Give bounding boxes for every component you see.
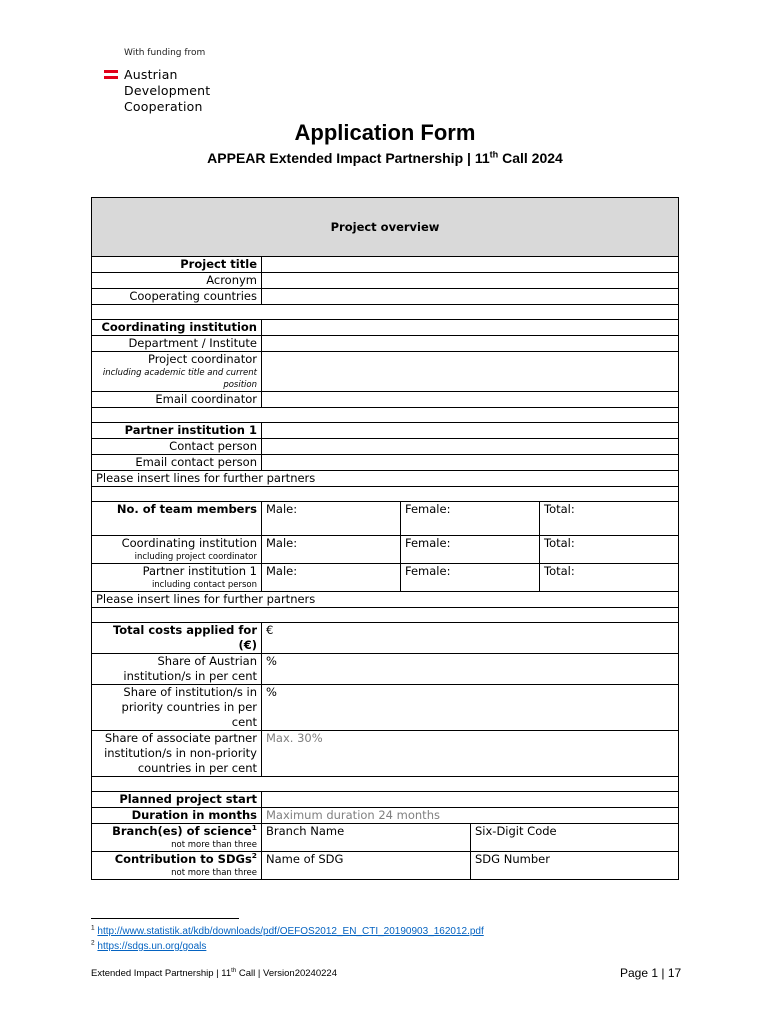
coord-total[interactable]: Total: — [540, 536, 679, 564]
email-coordinator-field[interactable] — [262, 392, 679, 408]
spacer-row — [92, 487, 679, 502]
project-title-field[interactable] — [262, 257, 679, 273]
footnote-2-link[interactable]: https://sdgs.un.org/goals — [97, 941, 207, 952]
total-costs-field[interactable]: € — [262, 623, 679, 654]
coord-team-note: including project coordinator — [134, 552, 257, 562]
partner-team-note: including contact person — [151, 580, 257, 590]
subtitle-text-end: Call 2024 — [498, 150, 563, 166]
six-digit-field[interactable]: Six-Digit Code — [471, 824, 679, 852]
team-female[interactable]: Female: — [401, 502, 540, 536]
planned-start-label: Planned project start — [92, 792, 262, 808]
coordinator-note: including academic title and current position — [102, 368, 257, 390]
countries-field[interactable] — [262, 289, 679, 305]
spacer-row — [92, 408, 679, 423]
branch-text: Branch(es) of science — [112, 824, 252, 838]
total-costs-label: Total costs applied for (€) — [92, 623, 262, 654]
coord-institution-field[interactable] — [262, 320, 679, 336]
org-line-2: Development — [124, 83, 211, 98]
contact-person-label: Contact person — [92, 439, 262, 455]
footnote-1-number: 1 — [91, 924, 95, 932]
sdg-label — [92, 852, 262, 880]
sdg-name-field[interactable]: Name of SDG — [262, 852, 471, 880]
partner-total[interactable]: Total: — [540, 564, 679, 592]
footer-left-text: Extended Impact Partnership | 11 — [91, 968, 232, 979]
share-austrian-field[interactable]: % — [262, 654, 679, 685]
table-header: Project overview — [92, 198, 679, 257]
coord-team-label-text: Coordinating institution — [121, 536, 257, 550]
footnote-1-link[interactable]: http://www.statistik.at/kdb/downloads/pdf/OEFOS2012_EN_CTI_20190903_162012.pdf — [97, 926, 484, 937]
footer-left-sup: th — [231, 966, 237, 974]
footnote-divider — [91, 918, 239, 919]
partner-institution-label: Partner institution 1 — [92, 423, 262, 439]
sdg-note: not more than three — [171, 868, 257, 878]
acronym-label: Acronym — [92, 273, 262, 289]
share-priority-label: Share of institution/s in priority countries in per cent — [92, 685, 262, 731]
acronym-field[interactable] — [262, 273, 679, 289]
branch-footnote-ref: 1 — [251, 823, 257, 833]
page-number: Page 1 | 17 — [620, 966, 682, 980]
team-members-label: No. of team members — [92, 502, 262, 536]
org-line-3: Cooperation — [124, 99, 203, 114]
coord-team-label — [92, 536, 262, 564]
subtitle-text: APPEAR Extended Impact Partnership | 11 — [207, 150, 490, 166]
org-line-1: Austrian — [124, 67, 178, 82]
spacer-row — [92, 608, 679, 623]
footer-left — [91, 968, 337, 979]
project-title-label: Project title — [92, 257, 262, 273]
branch-name-field[interactable]: Branch Name — [262, 824, 471, 852]
partner-female[interactable]: Female: — [401, 564, 540, 592]
share-associate-label: Share of associate partner institution/s in non-priority countries in per cent — [92, 731, 262, 777]
department-label: Department / Institute — [92, 336, 262, 352]
coordinator-label — [92, 352, 262, 392]
sdg-number-field[interactable]: SDG Number — [471, 852, 679, 880]
document-subtitle — [0, 150, 770, 166]
team-male[interactable]: Male: — [262, 502, 401, 536]
contact-person-field[interactable] — [262, 439, 679, 455]
coordinator-label-text: Project coordinator — [147, 352, 257, 366]
footnote-1 — [91, 926, 484, 937]
branch-label — [92, 824, 262, 852]
partner-team-label-text: Partner institution 1 — [142, 564, 257, 578]
email-contact-label: Email contact person — [92, 455, 262, 471]
coord-female[interactable]: Female: — [401, 536, 540, 564]
organization-name — [124, 67, 210, 115]
share-austrian-label: Share of Austrian institution/s in per cent — [92, 654, 262, 685]
email-coordinator-label: Email coordinator — [92, 392, 262, 408]
branch-note: not more than three — [171, 840, 257, 850]
partner-male[interactable]: Male: — [262, 564, 401, 592]
sdg-text: Contribution to SDGs — [114, 852, 252, 866]
austria-flag-icon — [104, 70, 118, 82]
spacer-row — [92, 777, 679, 792]
project-overview-table — [91, 197, 679, 880]
subtitle-sup: th — [489, 149, 499, 160]
insert-lines-note: Please insert lines for further partners — [92, 471, 679, 487]
team-total[interactable]: Total: — [540, 502, 679, 536]
coord-institution-label: Coordinating institution — [92, 320, 262, 336]
branch-label-text — [112, 824, 257, 838]
footnote-2 — [91, 941, 206, 952]
partner-team-label — [92, 564, 262, 592]
share-priority-field[interactable]: % — [262, 685, 679, 731]
document-title: Application Form — [294, 120, 476, 145]
footnote-2-number: 2 — [91, 939, 95, 947]
partner-institution-field[interactable] — [262, 423, 679, 439]
funding-label: With funding from — [124, 48, 206, 58]
sdg-footnote-ref: 2 — [251, 851, 257, 861]
planned-start-field[interactable] — [262, 792, 679, 808]
department-field[interactable] — [262, 336, 679, 352]
sdg-label-text — [115, 852, 257, 866]
footer-left-text-end: Call | Version20240224 — [236, 968, 337, 979]
insert-lines-note-2: Please insert lines for further partners — [92, 592, 679, 608]
countries-label: Cooperating countries — [92, 289, 262, 305]
share-associate-field[interactable]: Max. 30% — [262, 731, 679, 777]
email-contact-field[interactable] — [262, 455, 679, 471]
coordinator-field[interactable] — [262, 352, 679, 392]
coord-male[interactable]: Male: — [262, 536, 401, 564]
funding-logo — [104, 48, 210, 115]
duration-label: Duration in months — [92, 808, 262, 824]
spacer-row — [92, 305, 679, 320]
duration-field[interactable]: Maximum duration 24 months — [262, 808, 679, 824]
